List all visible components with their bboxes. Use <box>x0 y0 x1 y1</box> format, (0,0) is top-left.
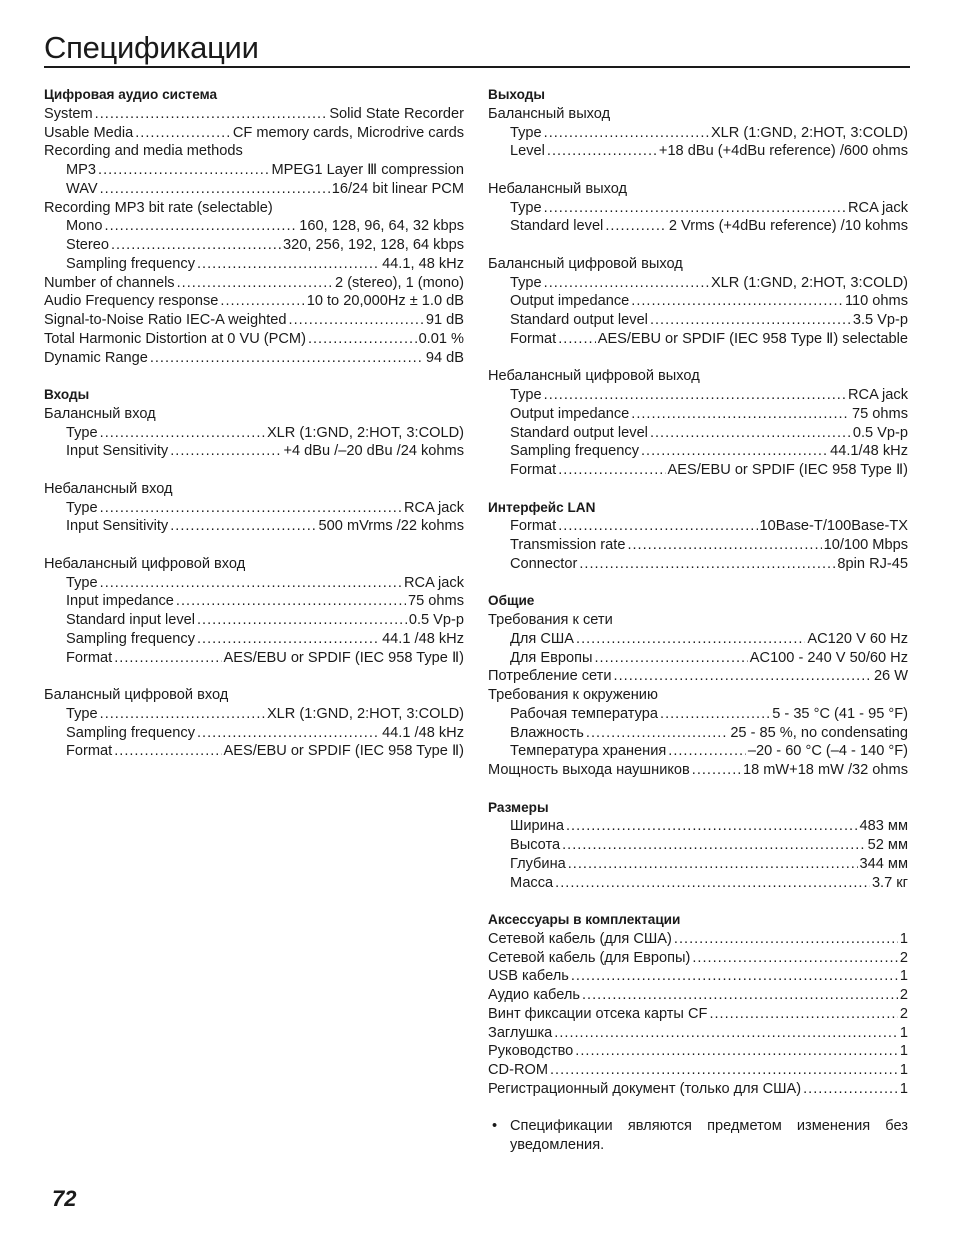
spec-value: XLR (1:GND, 2:HOT, 3:COLD) <box>710 124 908 141</box>
spec-row <box>488 311 908 330</box>
spec-value: 2 <box>899 949 908 966</box>
spec-label: Total Harmonic Distortion at 0 VU (PCM) <box>44 330 306 347</box>
spec-row <box>44 217 464 236</box>
dot-leader <box>631 405 850 424</box>
dot-leader <box>544 199 846 218</box>
spec-section <box>488 255 908 349</box>
dot-leader <box>558 330 596 349</box>
spec-label: Для Европы <box>510 649 593 666</box>
spec-row <box>488 874 908 893</box>
dot-leader <box>558 517 757 536</box>
spec-label: Руководство <box>488 1043 574 1060</box>
spec-value: +18 dBu (+4dBu reference) /600 ohms <box>658 143 908 160</box>
spec-value: 160, 128, 96, 64, 32 kbps <box>299 218 464 235</box>
spec-row <box>488 930 908 949</box>
spec-label: Format <box>510 518 557 535</box>
spec-row <box>488 742 908 761</box>
spec-row <box>488 817 908 836</box>
dot-leader <box>197 630 380 649</box>
spec-label: Stereo <box>66 237 109 253</box>
spec-label: Sampling frequency <box>66 724 195 741</box>
section-heading: Выходы <box>488 87 546 102</box>
spec-section <box>44 86 464 367</box>
spec-label: Mono <box>66 218 103 235</box>
dot-leader <box>308 330 417 349</box>
dot-leader <box>544 386 846 405</box>
spec-row <box>44 424 464 443</box>
subsection-heading: Recording MP3 bit rate (selectable) <box>44 199 273 216</box>
spec-row <box>488 1042 908 1061</box>
subsection-heading: Небалансный цифровой выход <box>488 368 700 385</box>
spec-value: 16/24 bit linear PCM <box>331 180 464 197</box>
spec-value: 25 - 85 %, no condensating <box>730 724 908 741</box>
spec-row <box>44 330 464 349</box>
dot-leader <box>582 986 898 1005</box>
spec-row <box>488 536 908 555</box>
page-title: Спецификации <box>44 30 259 65</box>
dot-leader <box>177 274 333 293</box>
spec-label: Потребление сети <box>488 668 612 685</box>
spec-section <box>488 592 908 780</box>
dot-leader <box>576 630 805 649</box>
section-heading: Цифровая аудио система <box>44 87 218 102</box>
spec-section <box>488 180 908 236</box>
spec-label: Format <box>66 649 113 666</box>
spec-label: Audio Frequency response <box>44 293 219 310</box>
dot-leader <box>692 949 898 968</box>
spec-value: AES/EBU or SPDIF (IEC 958 Type Ⅱ) selectable <box>597 330 908 347</box>
spec-row <box>44 630 464 649</box>
spec-value: RCA jack <box>847 199 908 216</box>
dot-leader <box>544 124 709 143</box>
dot-leader <box>197 724 380 743</box>
spec-value: 44.1 /48 kHz <box>382 630 464 647</box>
subsection-heading: Небалансный цифровой вход <box>44 555 246 572</box>
dot-leader <box>150 349 424 368</box>
dot-leader <box>114 742 221 761</box>
dot-leader <box>197 255 380 274</box>
dot-leader <box>579 555 835 574</box>
spec-row <box>44 236 464 255</box>
dot-leader <box>803 1080 898 1099</box>
spec-row <box>44 517 464 536</box>
spec-value: AES/EBU or SPDIF (IEC 958 Type Ⅱ) <box>223 649 464 666</box>
dot-leader <box>650 311 851 330</box>
spec-value: 44.1 /48 kHz <box>382 724 464 741</box>
spec-label: Number of channels <box>44 274 175 291</box>
spec-row <box>488 555 908 574</box>
spec-value: –20 - 60 °C (–4 - 140 °F) <box>747 743 908 760</box>
spec-value: 26 W <box>873 668 908 685</box>
dot-leader <box>614 667 872 686</box>
spec-row <box>44 161 464 180</box>
spec-row <box>44 255 464 274</box>
dot-leader <box>114 649 221 668</box>
spec-value: 1 <box>899 930 908 947</box>
spec-value: 0.5 Vp-p <box>852 424 908 441</box>
spec-row <box>488 142 908 161</box>
spec-value: 2 Vrms (+4dBu reference) /10 kohms <box>668 218 908 235</box>
section-heading: Аксессуары в комплектации <box>488 912 681 927</box>
dot-leader <box>105 217 298 236</box>
spec-label: Sampling frequency <box>66 630 195 647</box>
spec-row <box>488 761 908 780</box>
spec-section <box>488 911 908 1099</box>
spec-label: Type <box>510 387 542 403</box>
dot-leader <box>135 124 231 143</box>
dot-leader <box>100 705 265 724</box>
dot-leader <box>650 424 851 443</box>
spec-value: AES/EBU or SPDIF (IEC 958 Type Ⅱ) <box>667 462 908 478</box>
dot-leader <box>555 874 870 893</box>
spec-label: Usable Media <box>44 124 134 141</box>
spec-label: Format <box>510 462 557 478</box>
spec-row <box>488 199 908 218</box>
dot-leader <box>544 274 709 293</box>
spec-change-note <box>488 1117 908 1155</box>
left-column <box>44 86 464 780</box>
spec-label: Для США <box>510 630 575 647</box>
spec-row <box>488 442 908 461</box>
spec-row <box>488 517 908 536</box>
spec-label: Type <box>510 199 542 216</box>
dot-leader <box>197 611 407 630</box>
dot-leader <box>594 649 747 668</box>
dot-leader <box>692 761 741 780</box>
spec-label: Масса <box>510 874 554 891</box>
dot-leader <box>170 517 316 536</box>
dot-leader <box>575 1042 898 1061</box>
spec-value: 3.5 Vp-p <box>852 312 908 328</box>
spec-label: CD-ROM <box>488 1062 548 1078</box>
spec-label: Standard level <box>510 218 604 235</box>
dot-leader <box>95 105 328 124</box>
subsection-heading: Балансный цифровой выход <box>488 255 683 272</box>
subsection-heading: Небалансный вход <box>44 480 173 497</box>
section-heading: Размеры <box>488 799 549 815</box>
spec-label: System <box>44 105 93 122</box>
subsection-heading: Балансный вход <box>44 405 156 422</box>
spec-section <box>44 555 464 668</box>
spec-value: MPEG1 Layer Ⅲ compression <box>271 162 464 178</box>
subsection-heading: Recording and media methods <box>44 143 243 160</box>
spec-row <box>488 1024 908 1043</box>
spec-row <box>44 124 464 143</box>
dot-leader <box>547 142 657 161</box>
spec-label: Глубина <box>510 855 566 872</box>
spec-row <box>44 724 464 743</box>
spec-section <box>44 386 464 461</box>
spec-label: Input impedance <box>66 593 174 610</box>
spec-value: AC100 - 240 V 50/60 Hz <box>749 649 908 666</box>
spec-value: 0.01 % <box>418 330 464 347</box>
spec-section <box>44 480 464 536</box>
dot-leader <box>100 574 402 593</box>
spec-row <box>44 574 464 593</box>
spec-label: Standard input level <box>66 612 195 628</box>
spec-label: Регистрационный документ (только для США) <box>488 1080 802 1097</box>
spec-section <box>44 686 464 761</box>
spec-label: Сетевой кабель (для Европы) <box>488 949 691 966</box>
subsection-heading: Балансный цифровой вход <box>44 687 229 703</box>
section-heading: Входы <box>44 387 90 402</box>
spec-row <box>44 292 464 311</box>
spec-value: +4 dBu /–20 dBu /24 kohms <box>283 443 464 460</box>
dot-leader <box>568 855 858 874</box>
dot-leader <box>558 461 665 480</box>
spec-row <box>488 1080 908 1099</box>
spec-label: Sampling frequency <box>510 443 639 460</box>
spec-value: 344 мм <box>859 855 908 872</box>
spec-row <box>488 274 908 293</box>
spec-label: Format <box>66 743 113 760</box>
spec-value: RCA jack <box>403 499 464 516</box>
spec-label: Type <box>66 705 98 722</box>
spec-value: 8pin RJ-45 <box>837 555 908 572</box>
spec-row <box>488 386 908 405</box>
spec-row <box>44 499 464 518</box>
spec-value: 91 dB <box>425 312 464 328</box>
section-heading: Интерфейс LAN <box>488 499 596 515</box>
spec-label: Type <box>510 124 542 141</box>
spec-row <box>44 742 464 761</box>
spec-label: Input Sensitivity <box>66 443 169 460</box>
dot-leader <box>111 236 281 255</box>
subsection-heading: Требования к окружению <box>488 687 658 703</box>
spec-section <box>488 86 908 161</box>
spec-label: Type <box>66 499 98 516</box>
spec-value: 1 <box>899 1080 908 1097</box>
spec-value: 483 мм <box>859 818 908 835</box>
spec-label: Мощность выхода наушников <box>488 762 690 778</box>
spec-value: 10/100 Mbps <box>823 537 908 553</box>
dot-leader <box>674 930 898 949</box>
spec-value: 1 <box>899 1062 908 1078</box>
spec-label: Format <box>510 330 557 347</box>
spec-label: Sampling frequency <box>66 255 195 272</box>
spec-value: RCA jack <box>403 574 464 591</box>
spec-value: Solid State Recorder <box>329 105 464 122</box>
spec-label: Заглушка <box>488 1024 553 1041</box>
spec-label: Signal-to-Noise Ratio IEC-A weighted <box>44 312 287 328</box>
spec-label: USB кабель <box>488 968 569 985</box>
spec-row <box>44 649 464 668</box>
spec-row <box>488 292 908 311</box>
spec-row <box>488 124 908 143</box>
spec-value: 44.1, 48 kHz <box>382 255 464 272</box>
spec-row <box>44 274 464 293</box>
spec-label: Влажность <box>510 724 584 741</box>
spec-value: XLR (1:GND, 2:HOT, 3:COLD) <box>266 705 464 722</box>
spec-row <box>488 667 908 686</box>
spec-label: Output impedance <box>510 293 630 310</box>
dot-leader <box>571 967 898 986</box>
dot-leader <box>550 1061 898 1080</box>
dot-leader <box>220 292 304 311</box>
spec-row <box>488 705 908 724</box>
spec-value: CF memory cards, Microdrive cards <box>232 124 464 141</box>
spec-value: 0.5 Vp-p <box>408 612 464 628</box>
spec-section <box>488 799 908 893</box>
dot-leader <box>631 292 843 311</box>
bullet-icon: • <box>492 1118 498 1135</box>
spec-value: 2 (stereo), 1 (mono) <box>335 274 464 291</box>
spec-label: Сетевой кабель (для США) <box>488 930 672 947</box>
spec-value: 44.1/48 kHz <box>830 443 908 460</box>
spec-row <box>488 217 908 236</box>
spec-value: 1 <box>899 1024 908 1041</box>
spec-value: 18 mW+18 mW /32 ohms <box>742 762 908 778</box>
spec-row <box>488 949 908 968</box>
spec-value: RCA jack <box>847 387 908 403</box>
spec-label: MP3 <box>66 162 97 178</box>
spec-value: 5 - 35 °C (41 - 95 °F) <box>772 705 908 722</box>
spec-value: 10 to 20,000Hz ± 1.0 dB <box>306 293 464 310</box>
spec-value: 1 <box>899 968 908 985</box>
spec-row <box>44 705 464 724</box>
dot-leader <box>709 1005 897 1024</box>
dot-leader <box>170 442 281 461</box>
dot-leader <box>289 311 424 330</box>
spec-value: 320, 256, 192, 128, 64 kbps <box>283 237 464 253</box>
dot-leader <box>100 180 330 199</box>
spec-label: Аудио кабель <box>488 987 580 1003</box>
spec-section <box>488 367 908 480</box>
subsection-heading: Требования к сети <box>488 612 613 628</box>
spec-label: Type <box>510 274 542 291</box>
spec-row <box>488 836 908 855</box>
spec-row <box>44 442 464 461</box>
spec-row <box>488 967 908 986</box>
spec-label: Температура хранения <box>510 743 667 760</box>
spec-row <box>44 611 464 630</box>
dot-leader <box>605 217 667 236</box>
spec-value: AC120 V 60 Hz <box>807 630 908 647</box>
spec-value: 94 dB <box>425 349 464 366</box>
spec-row <box>488 330 908 349</box>
spec-value: 75 ohms <box>408 593 464 610</box>
spec-label: Input Sensitivity <box>66 518 169 535</box>
spec-label: WAV <box>66 180 98 197</box>
spec-value: 1 <box>899 1043 908 1060</box>
spec-row <box>488 1005 908 1024</box>
dot-leader <box>660 705 770 724</box>
spec-row <box>488 405 908 424</box>
spec-value: 52 мм <box>867 837 908 853</box>
dot-leader <box>627 536 821 555</box>
spec-row <box>44 105 464 124</box>
subsection-heading: Небалансный выход <box>488 180 628 197</box>
dot-leader <box>100 424 265 443</box>
spec-row <box>488 461 908 480</box>
spec-value: XLR (1:GND, 2:HOT, 3:COLD) <box>266 424 464 441</box>
spec-value: 3.7 кг <box>871 874 908 891</box>
section-heading: Общие <box>488 593 535 609</box>
spec-row <box>44 592 464 611</box>
spec-value: 500 mVrms /22 kohms <box>318 518 464 535</box>
spec-row <box>488 1061 908 1080</box>
dot-leader <box>176 592 406 611</box>
spec-value: 110 ohms <box>844 293 908 310</box>
spec-row <box>488 649 908 668</box>
spec-value: AES/EBU or SPDIF (IEC 958 Type Ⅱ) <box>223 743 464 760</box>
spec-section <box>488 499 908 574</box>
spec-label: Type <box>66 574 98 591</box>
subsection-heading: Балансный выход <box>488 105 611 122</box>
spec-label: Connector <box>510 555 578 572</box>
dot-leader <box>98 161 269 180</box>
dot-leader <box>641 442 828 461</box>
spec-row <box>488 424 908 443</box>
dot-leader <box>566 817 858 836</box>
note-text: Спецификации являются предметом изменения без уведомления. <box>510 1118 908 1153</box>
title-rule <box>44 66 910 68</box>
page-number: 72 <box>52 1186 77 1211</box>
spec-value: XLR (1:GND, 2:HOT, 3:COLD) <box>710 274 908 291</box>
spec-label: Output impedance <box>510 405 630 422</box>
spec-label: Винт фиксации отсека карты CF <box>488 1005 708 1022</box>
spec-label: Standard output level <box>510 312 648 328</box>
dot-leader <box>100 499 402 518</box>
spec-row <box>488 855 908 874</box>
spec-value: 2 <box>899 1005 908 1022</box>
spec-label: Standard output level <box>510 424 648 441</box>
spec-row <box>44 349 464 368</box>
dot-leader <box>562 836 866 855</box>
spec-label: Level <box>510 143 545 160</box>
right-column-sections <box>488 86 908 1099</box>
spec-value: 2 <box>899 987 908 1003</box>
spec-label: Рабочая температура <box>510 705 659 722</box>
spec-row <box>44 311 464 330</box>
spec-label: Type <box>66 424 98 441</box>
spec-label: Ширина <box>510 818 564 835</box>
dot-leader <box>668 742 746 761</box>
spec-value: 75 ohms <box>852 405 908 422</box>
spec-row <box>488 724 908 743</box>
spec-label: Dynamic Range <box>44 349 148 366</box>
spec-row <box>488 630 908 649</box>
spec-row <box>488 986 908 1005</box>
spec-value: 10Base-T/100Base-TX <box>759 518 908 535</box>
dot-leader <box>554 1024 898 1043</box>
spec-label: Высота <box>510 837 561 853</box>
right-column <box>488 86 908 1155</box>
spec-row <box>44 180 464 199</box>
dot-leader <box>586 724 728 743</box>
spec-label: Transmission rate <box>510 537 626 553</box>
